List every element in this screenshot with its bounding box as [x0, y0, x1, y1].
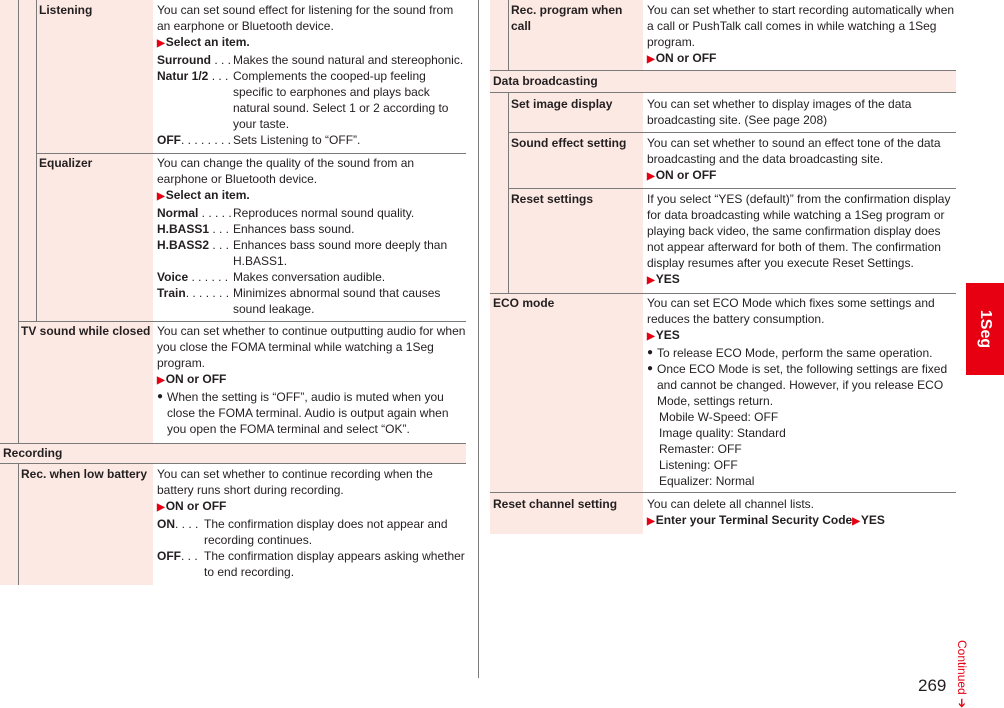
tv-sound-intro: You can set whether to continue outputting audio for when you close the FOMA terminal while watching a 1Seg program.: [157, 324, 466, 370]
listening-label: Listening: [39, 3, 93, 17]
continued-label: Continued ➔: [955, 640, 969, 708]
reset-settings-yes: ▶YES: [647, 272, 680, 286]
divider: [490, 70, 956, 71]
arrow-icon: ▶: [647, 275, 655, 286]
arrow-icon: ▶: [647, 516, 655, 527]
eco-mode-label: ECO mode: [493, 296, 555, 310]
reset-channel-label: Reset channel setting: [493, 497, 618, 511]
recording-header-bg: [0, 443, 466, 463]
arrow-icon: ▶: [647, 54, 655, 65]
divider: [508, 188, 956, 189]
divider: [18, 463, 19, 585]
eco-fixed-item: Listening: OFF: [659, 458, 738, 472]
page-number: 269: [918, 676, 947, 695]
arrow-icon: ▶: [157, 502, 165, 513]
reset-settings-label: Reset settings: [511, 192, 594, 206]
set-image-desc: You can set whether to display images of the data broadcasting site. (See page 208): [647, 97, 912, 127]
left-inner-strip: [18, 0, 36, 321]
option-row: Surround . . . Makes the sound natural and stereophonic.: [157, 53, 464, 67]
right-top-strip: [490, 0, 508, 70]
divider: [490, 92, 956, 93]
column-separator: [478, 0, 479, 678]
eco-mode-label-bg: [490, 293, 643, 492]
recording-strip: [0, 463, 18, 585]
section-tab-label: 1Seg: [977, 309, 994, 349]
eco-mode-yes: ▶YES: [647, 328, 680, 342]
equalizer-intro: You can change the quality of the sound from an earphone or Bluetooth device.: [157, 156, 415, 186]
arrow-icon: ▶: [157, 375, 165, 386]
eco-fixed-item: Mobile W-Speed: OFF: [659, 410, 779, 424]
bullet-icon: ●: [647, 347, 654, 358]
option-row: H.BASS2 . . . Enhances bass sound more deeply than H.BASS1.: [157, 238, 448, 268]
tv-sound-note: ● When the setting is “OFF”, audio is muted when you close the FOMA terminal. Audio is output again when you open the FOMA terminal and select “OK”.: [157, 390, 449, 436]
divider: [0, 443, 466, 444]
sound-effect-onoff: ▶ON or OFF: [647, 168, 717, 182]
rec-program-label: Rec. program when call: [511, 3, 623, 33]
equalizer-desc: [157, 155, 466, 317]
data-broadcasting-strip: [490, 92, 508, 293]
divider: [508, 132, 956, 133]
arrow-icon: ▶: [647, 171, 655, 182]
option-row: Natur 1/2 . . . Complements the cooped-up feeling specific to earphones and plays back natural sound. Select 1 or 2 according to your taste.: [157, 69, 449, 131]
bullet-icon: ●: [647, 363, 654, 374]
option-row: ON. . . . The confirmation display does not appear and recording continues.: [157, 517, 448, 547]
rec-program-intro: You can set whether to start recording automatically when a call or PushTalk call comes in while watching a 1Seg program.: [647, 3, 955, 49]
arrow-icon: ▶: [852, 516, 860, 527]
divider: [490, 293, 956, 294]
reset-settings-desc: If you select “YES (default)” from the confirmation display for data broadcasting while watching a 1Seg program or playing back video, the same confirmation display does not appear afterward for both of them. The confirmation display resumes after you execute Reset Settings. ▶YES: [647, 191, 956, 289]
divider: [18, 321, 466, 322]
left-outer-strip: [0, 0, 18, 443]
reset-channel-desc: You can delete all channel lists. ▶Enter your Terminal Security Code▶YES: [647, 496, 956, 530]
listening-select: ▶Select an item.: [157, 35, 250, 49]
divider: [508, 0, 509, 70]
bullet-icon: ●: [157, 391, 164, 402]
option-row: Voice . . . . . . Makes conversation audible.: [157, 270, 386, 284]
listening-desc: [157, 2, 466, 148]
option-row: OFF. . . . . . . . Sets Listening to “OFF”.: [157, 133, 361, 147]
listening-intro: You can set sound effect for listening for the sound from an earphone or Bluetooth device.: [157, 3, 454, 33]
arrow-right-icon: ➔: [955, 694, 969, 708]
eco-fixed-item: Remaster: OFF: [659, 442, 742, 456]
arrow-icon: ▶: [157, 191, 165, 202]
tv-sound-desc: [157, 323, 466, 437]
divider: [36, 153, 466, 154]
low-battery-desc: [157, 466, 466, 580]
eco-fixed-item: Image quality: Standard: [659, 426, 786, 440]
arrow-icon: ▶: [157, 38, 165, 49]
equalizer-label-bg: [36, 153, 153, 321]
recording-header: Recording: [3, 446, 63, 460]
arrow-icon: ▶: [647, 331, 655, 342]
low-battery-label: Rec. when low battery: [21, 467, 148, 481]
tv-sound-label-bg: [18, 321, 153, 443]
option-row: OFF. . . The confirmation display appears asking whether to end recording.: [157, 549, 465, 579]
reset-channel-steps: ▶Enter your Terminal Security Code▶YES: [647, 513, 885, 527]
eco-mode-desc: You can set ECO Mode which fixes some settings and reduces the battery consumption. ▶YES ● To release ECO Mode, perform the same operation. ● Once ECO Mode is set, the following settings are fixed and cannot be changed. However, if you release ECO Mode, settings return. Mobile W-Speed: OFF Image quality: Standard Remaster: OFF Listening: OFF Equalizer: Normal: [647, 295, 956, 489]
set-image-label: Set image display: [511, 97, 613, 111]
rec-program-onoff: ▶ON or OFF: [647, 51, 717, 65]
option-row: Normal . . . . . Reproduces normal sound quality.: [157, 206, 415, 220]
equalizer-label: Equalizer: [39, 156, 93, 170]
option-row: H.BASS1 . . . Enhances bass sound.: [157, 222, 355, 236]
option-row: Train. . . . . . . Minimizes abnormal sound that causes sound leakage.: [157, 286, 441, 316]
low-battery-onoff: ▶ON or OFF: [157, 499, 227, 513]
data-broadcasting-header: Data broadcasting: [493, 74, 598, 88]
continued-marker: [952, 640, 976, 708]
eco-note: ● Once ECO Mode is set, the following settings are fixed and cannot be changed. However, if you release ECO Mode, settings return.: [647, 362, 948, 408]
sound-effect-desc: You can set whether to sound an effect tone of the data broadcasting and the data broadcasting site. ▶ON or OFF: [647, 135, 956, 185]
eco-note: ● To release ECO Mode, perform the same operation.: [647, 346, 933, 360]
divider: [0, 463, 466, 464]
equalizer-select: ▶Select an item.: [157, 188, 250, 202]
eco-fixed-item: Equalizer: Normal: [659, 474, 755, 488]
sound-effect-label: Sound effect setting: [511, 136, 627, 150]
listening-label-bg: [36, 0, 153, 153]
tv-sound-onoff: ▶ON or OFF: [157, 372, 227, 386]
divider: [508, 92, 509, 293]
low-battery-intro: You can set whether to continue recording when the battery runs short during recording.: [157, 467, 433, 497]
tv-sound-label: TV sound while closed: [21, 324, 151, 338]
divider: [18, 0, 19, 443]
section-tab: [966, 283, 1004, 375]
divider: [490, 492, 956, 493]
rec-program-desc: [647, 2, 956, 68]
divider: [36, 0, 37, 321]
